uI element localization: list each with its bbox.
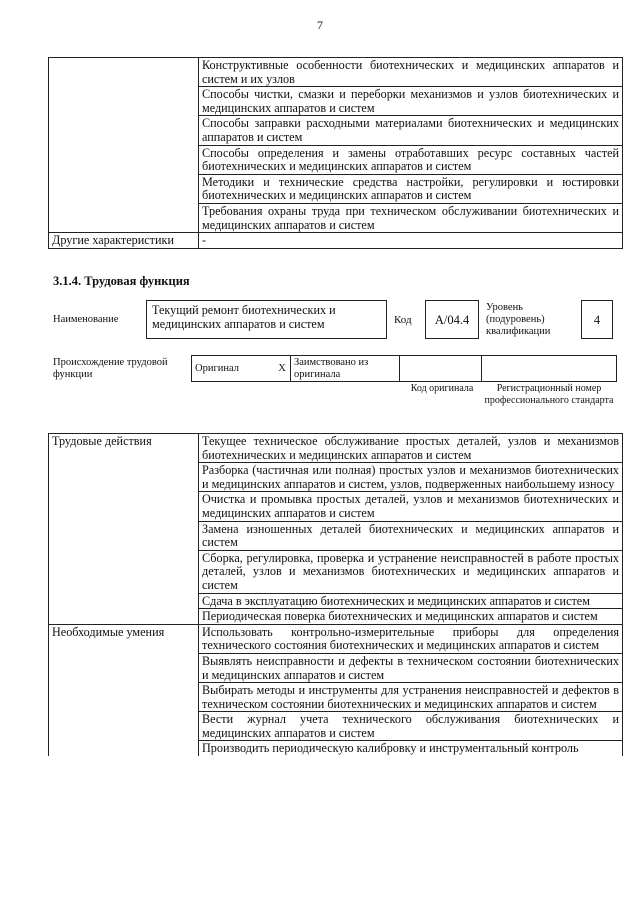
- table-cell: Разборка (частичная или полная) простых узлов и механизмов биотехнических и медицинских аппаратов и систем, узлов, подверженных наибольшему износу: [199, 463, 623, 492]
- skills-label: Необходимые умения: [49, 624, 199, 756]
- qualification-level-label: Уровень (подуровень) квалификации: [486, 302, 551, 337]
- table-cell: Выявлять неисправности и дефекты в техническом состоянии биотехнических и медицинских аппаратов и систем: [199, 653, 623, 682]
- origin-table: [191, 355, 617, 382]
- table-row: [49, 58, 623, 87]
- table-row: [192, 356, 617, 382]
- labor-actions-label: Трудовые действия: [49, 434, 199, 625]
- table-cell: Использовать контрольно-измерительные приборы для определения технического состояния биотехнических и медицинских аппаратов и систем: [199, 624, 623, 653]
- table-cell: Текущее техническое обслуживание простых деталей, узлов и механизмов биотехнических и медицинских аппаратов и систем: [199, 434, 623, 463]
- qualification-level-box: 4: [581, 300, 613, 339]
- table-cell: Конструктивные особенности биотехнических и медицинских аппаратов и систем и их узлов: [199, 58, 623, 87]
- table-cell: Способы чистки, смазки и переборки механизмов и узлов биотехнических и медицинских аппаратов и систем: [199, 87, 623, 116]
- original-code-caption: Код оригинала: [410, 383, 474, 394]
- table-row: [49, 434, 623, 463]
- labor-function-table: [48, 433, 623, 756]
- registration-number-cell: [482, 356, 617, 382]
- table-cell: Способы заправки расходными материалами биотехнических и медицинских аппаратов и систем: [199, 116, 623, 145]
- table-cell: Сдача в эксплуатацию биотехнических и медицинских аппаратов и систем: [199, 593, 623, 609]
- function-code-box: A/04.4: [425, 300, 479, 339]
- table-cell: Требования охраны труда при техническом обслуживании биотехнических и медицинских аппаратов и систем: [199, 203, 623, 232]
- function-name-box: Текущий ремонт биотехнических и медицинских аппаратов и систем: [146, 300, 387, 339]
- table-cell: Способы определения и замены отработавших ресурс составных частей биотехнических и медицинских аппаратов и систем: [199, 145, 623, 174]
- table-cell: Производить периодическую калибровку и инструментальный контроль: [199, 741, 623, 756]
- table-cell: Замена изношенных деталей биотехнических и медицинских аппаратов и систем: [199, 521, 623, 550]
- borrowed-label: Заимствовано из оригинала: [291, 356, 400, 382]
- original-label: Оригинал: [192, 356, 275, 382]
- code-label: Код: [394, 314, 412, 326]
- table-row: [49, 233, 623, 249]
- original-code-cell: [400, 356, 482, 382]
- page-number: 7: [317, 18, 323, 32]
- other-characteristics-value: -: [199, 233, 623, 249]
- table-row: [49, 624, 623, 653]
- table-cell: Методики и технические средства настройки, регулировки и юстировки биотехнических и медицинских аппаратов и систем: [199, 174, 623, 203]
- table-cell: Выбирать методы и инструменты для устранения неисправностей и дефектов в техническом состоянии биотехнических и медицинских аппаратов и систем: [199, 683, 623, 712]
- original-mark: X: [274, 356, 291, 382]
- name-label: Наименование: [53, 314, 119, 325]
- table-cell: Сборка, регулировка, проверка и устранение неисправностей в работе простых деталей, узлов и механизмов биотехнических и медицинских аппаратов и систем: [199, 550, 623, 593]
- table-cell: Вести журнал учета технического обслуживания биотехнических и медицинских аппаратов и систем: [199, 712, 623, 741]
- table-cell: Периодическая поверка биотехнических и медицинских аппаратов и систем: [199, 609, 623, 625]
- table-label-cell: [49, 58, 199, 233]
- table-cell: Очистка и промывка простых деталей, узлов и механизмов биотехнических и медицинских аппаратов и систем: [199, 492, 623, 521]
- knowledge-continuation-table: [48, 57, 623, 249]
- origin-label: Происхождение трудовой функции: [53, 357, 168, 380]
- registration-number-caption: Регистрационный номер профессионального стандарта: [484, 383, 614, 406]
- section-heading: 3.1.4. Трудовая функция: [53, 274, 190, 288]
- other-characteristics-label: Другие характеристики: [49, 233, 199, 249]
